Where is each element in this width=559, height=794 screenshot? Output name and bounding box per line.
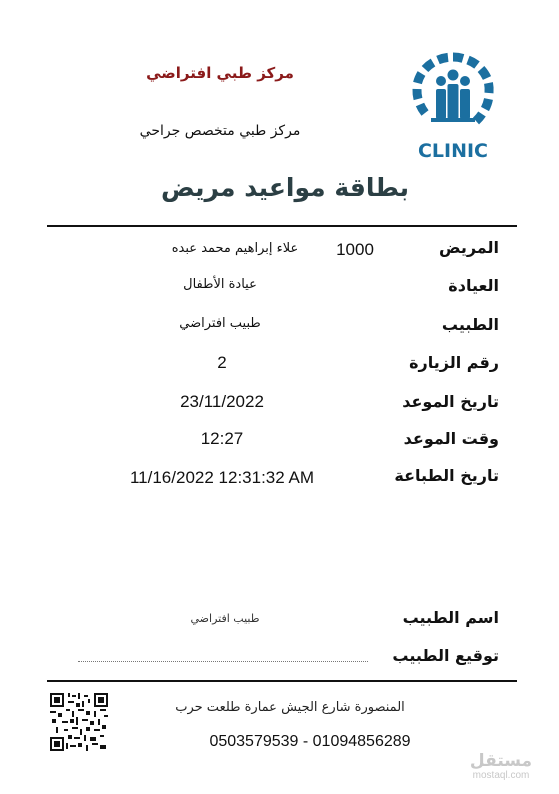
signature-label: توقيع الطبيب bbox=[392, 646, 499, 665]
appointment-date-value: 23/11/2022 bbox=[180, 392, 264, 411]
visit-number-label: رقم الزيارة bbox=[409, 353, 499, 372]
bottom-divider bbox=[47, 680, 517, 682]
patient-name: علاء إبراهيم محمد عبده bbox=[171, 241, 299, 256]
clinic-label: العيادة bbox=[448, 276, 499, 295]
patient-id: 1000 bbox=[336, 240, 374, 259]
footer-phones: 0503579539 - 01094856289 bbox=[209, 733, 411, 750]
doctor-value: طبيب افتراضي bbox=[179, 316, 261, 331]
patient-label: المريض bbox=[438, 238, 499, 257]
print-date-value: 11/16/2022 12:31:32 AM bbox=[129, 468, 314, 487]
clinic-value: عيادة الأطفال bbox=[183, 277, 257, 292]
clinic-logo bbox=[405, 45, 501, 165]
doctor-name-value: طبيب افتراضي bbox=[190, 612, 260, 625]
doctor-label: الطبيب bbox=[441, 315, 499, 334]
logo-text: CLINIC bbox=[417, 140, 489, 162]
clinic-name: مركز طبي افتراضي bbox=[146, 64, 294, 82]
appointment-time-label: وقت الموعد bbox=[403, 429, 499, 448]
clinic-logo-icon bbox=[405, 45, 501, 165]
watermark bbox=[466, 752, 536, 781]
footer-address: المنصورة شارع الجيش عمارة طلعت حرب bbox=[175, 700, 405, 715]
top-divider bbox=[47, 225, 517, 227]
doctor-name-label: اسم الطبيب bbox=[402, 608, 499, 627]
visit-number-value: 2 bbox=[217, 353, 227, 372]
card-title: بطاقة مواعيد مريض bbox=[160, 173, 410, 202]
watermark-latin: mostaql.com bbox=[472, 770, 530, 781]
watermark-arabic: مستقل bbox=[469, 751, 533, 771]
appointment-time-value: 12:27 bbox=[200, 429, 244, 448]
print-date-label: تاريخ الطباعة bbox=[394, 466, 499, 485]
signature-line bbox=[78, 661, 368, 662]
clinic-subtitle: مركز طبي متخصص جراحي bbox=[139, 123, 301, 139]
qr-code-icon bbox=[50, 693, 108, 751]
appointment-date-label: تاريخ الموعد bbox=[402, 392, 499, 411]
qr-code bbox=[50, 693, 108, 751]
